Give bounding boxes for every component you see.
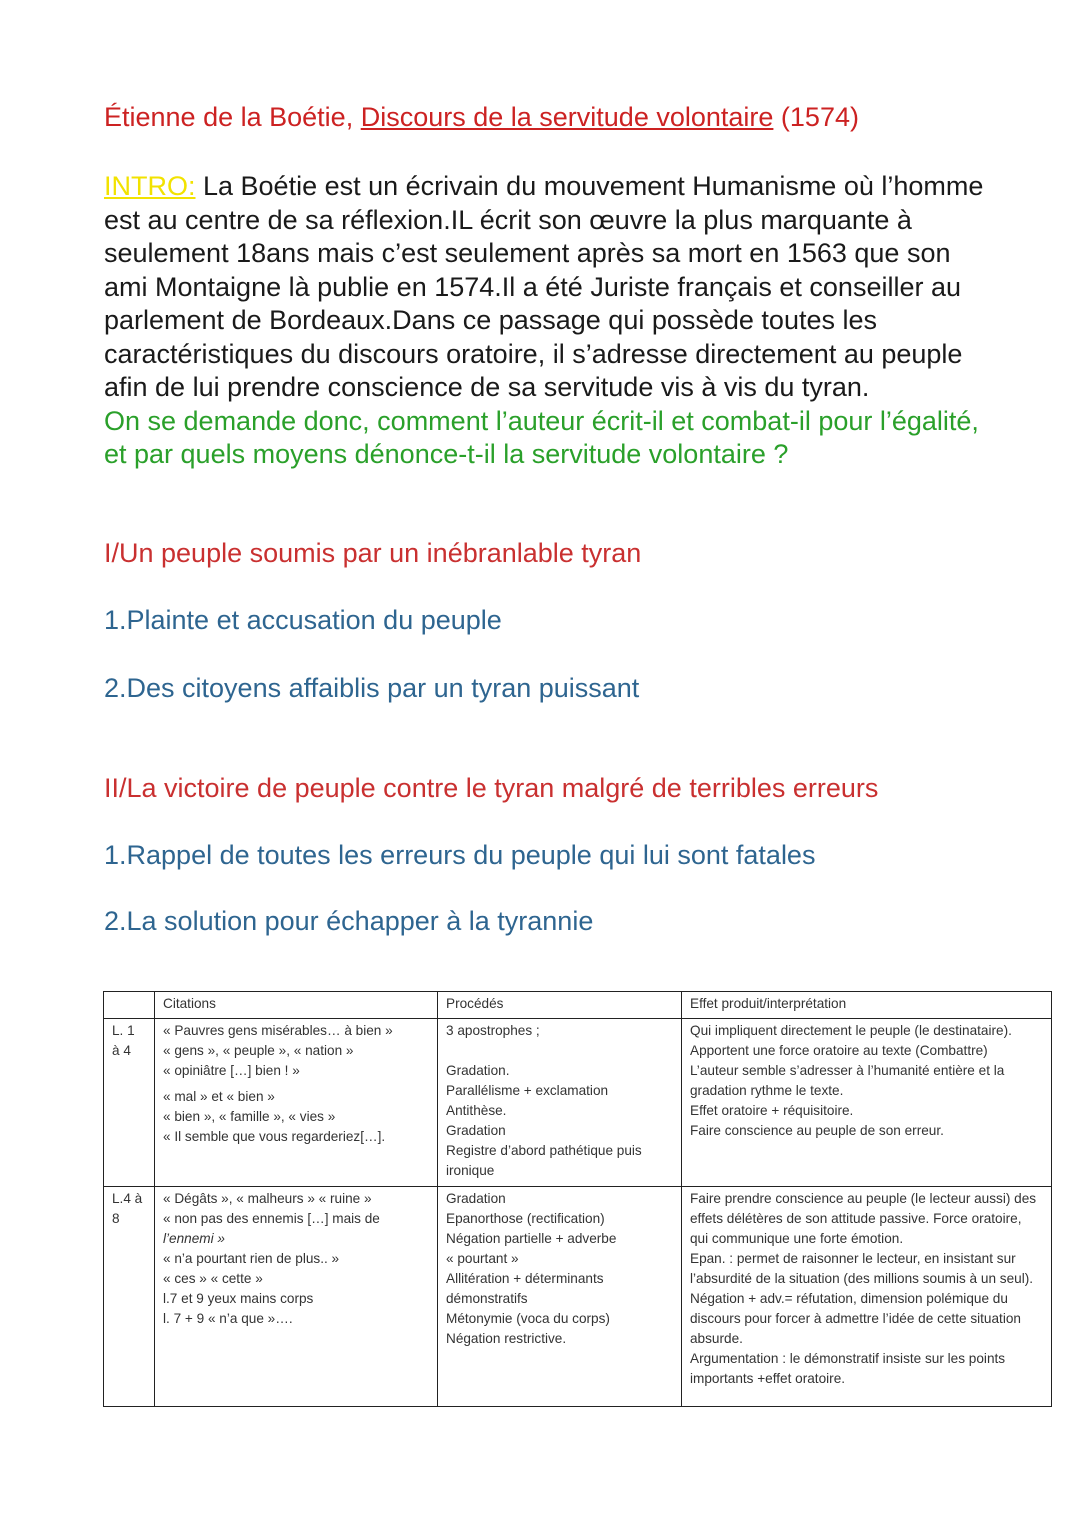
part2-sub1: 1.Rappel de toutes les erreurs du peuple qui lui sont fatales xyxy=(104,840,816,870)
citation: « Il semble que vous regarderiez[…]. xyxy=(163,1129,386,1144)
procede: Négation restrictive. xyxy=(446,1331,567,1346)
part1-title: I/Un peuple soumis par un inébranlable tyran xyxy=(104,538,642,568)
header-effet: Effet produit/interprétation xyxy=(682,992,1052,1019)
line-ref: L.4 à xyxy=(112,1191,143,1206)
header-citations: Citations xyxy=(155,992,438,1019)
title-work: Discours de la servitude volontaire xyxy=(360,102,774,132)
citation: l.7 et 9 yeux mains corps xyxy=(163,1291,314,1306)
citation: « opiniâtre […] bien ! » xyxy=(163,1063,300,1078)
effet: Argumentation : le démonstratif insiste sur les points importants +effet oratoire. xyxy=(690,1351,1006,1386)
line-ref: à 4 xyxy=(112,1043,131,1058)
title-author: Étienne de la Boétie xyxy=(104,102,346,132)
citation: « Dégâts », « malheurs » « ruine » xyxy=(163,1191,372,1206)
citation: « ces » « cette » xyxy=(163,1271,263,1286)
procede: Allitération + déterminants xyxy=(446,1271,604,1286)
citation: « bien », « famille », « vies » xyxy=(163,1109,336,1124)
part1-sub2: 2.Des citoyens affaiblis par un tyran puissant xyxy=(104,673,640,703)
citation: « non pas des ennemis […] mais de xyxy=(163,1211,380,1226)
procede: Epanorthose (rectification) xyxy=(446,1211,605,1226)
effet: Faire prendre conscience au peuple (le lecteur aussi) des effets délétères de son attitude passive. Force oratoire, qui communique une forte émotion. xyxy=(690,1191,1037,1246)
procede: Gradation. xyxy=(446,1063,510,1078)
line-ref: 8 xyxy=(112,1211,120,1226)
citation: « mal » et « bien » xyxy=(163,1089,275,1104)
citation: l’ennemi » xyxy=(163,1231,225,1246)
row2-citations xyxy=(155,1187,438,1407)
effet: Epan. : permet de raisonner le lecteur, en insistant sur l’absurdité de la situation (des millions soumis à un seul). xyxy=(690,1251,1034,1286)
effet: Effet oratoire + réquisitoire. xyxy=(690,1103,854,1118)
spacer xyxy=(446,1041,673,1051)
table-row xyxy=(104,1019,1052,1187)
row2-effet xyxy=(682,1187,1052,1407)
spacer xyxy=(446,1051,673,1061)
procede: démonstratifs xyxy=(446,1291,528,1306)
part2-sub2: 2.La solution pour échapper à la tyrannie xyxy=(104,906,594,936)
procede: Antithèse. xyxy=(446,1103,507,1118)
header-procedes: Procédés xyxy=(438,992,682,1019)
row1-effet xyxy=(682,1019,1052,1187)
intro-label: INTRO: xyxy=(104,171,196,201)
effet: L’auteur semble s’adresser à l’humanité entière et la gradation rythme le texte. xyxy=(690,1063,1005,1098)
row1-procedes xyxy=(438,1019,682,1187)
intro-text: La Boétie est un écrivain du mouvement Humanisme où l’homme est au centre de sa réflexion.IL écrit son œuvre la plus marquante à seulement 18ans mais c’est seulement après sa mort en 1563 que son ami Montaigne là publie en 1574.Il a été Juriste français et conseiller au parlement de Bordeaux.Dans ce passage qui possède toutes les caractéristiques du discours oratoire, il s’adresse directement au peuple afin de lui prendre conscience de sa servitude vis à vis du tyran. xyxy=(104,171,984,402)
citation: l. 7 + 9 « n’a que »…. xyxy=(163,1311,293,1326)
intro-paragraph xyxy=(104,170,984,472)
header-lines xyxy=(104,992,155,1019)
effet: Faire conscience au peuple de son erreur. xyxy=(690,1123,944,1138)
row1-lines xyxy=(104,1019,155,1187)
title-separator: , xyxy=(345,102,361,132)
document-title xyxy=(104,102,859,133)
table-header-row xyxy=(104,992,1052,1019)
procede: Gradation xyxy=(446,1123,506,1138)
line-ref: L. 1 xyxy=(112,1023,135,1038)
table-row xyxy=(104,1187,1052,1407)
analysis-table xyxy=(103,991,1052,1407)
effet: Qui impliquent directement le peuple (le destinataire). Apportent une force oratoire au texte (Combattre) xyxy=(690,1023,1012,1058)
row2-lines xyxy=(104,1187,155,1407)
procede: 3 apostrophes ; xyxy=(446,1023,540,1038)
procede: « pourtant » xyxy=(446,1251,519,1266)
row2-procedes xyxy=(438,1187,682,1407)
problematic-question: On se demande donc, comment l’auteur écrit-il et combat-il pour l’égalité, et par quels moyens dénonce-t-il la servitude volontaire ? xyxy=(104,405,979,469)
part2-title: II/La victoire de peuple contre le tyran malgré de terribles erreurs xyxy=(104,773,879,803)
citation: « gens », « peuple », « nation » xyxy=(163,1043,354,1058)
procede: Métonymie (voca du corps) xyxy=(446,1311,610,1326)
citation: « n’a pourtant rien de plus.. » xyxy=(163,1251,340,1266)
title-year: (1574) xyxy=(780,102,859,132)
procede: Registre d’abord pathétique puis ironique xyxy=(446,1143,642,1178)
procede: Parallélisme + exclamation xyxy=(446,1083,609,1098)
row1-citations xyxy=(155,1019,438,1187)
procede: Négation partielle + adverbe xyxy=(446,1231,617,1246)
effet: Négation + adv.= réfutation, dimension polémique du discours pour forcer à admettre l’idée de cette situation absurde. xyxy=(690,1291,1021,1346)
part1-sub1: 1.Plainte et accusation du peuple xyxy=(104,605,502,635)
procede: Gradation xyxy=(446,1191,506,1206)
citation: « Pauvres gens misérables… à bien » xyxy=(163,1023,393,1038)
